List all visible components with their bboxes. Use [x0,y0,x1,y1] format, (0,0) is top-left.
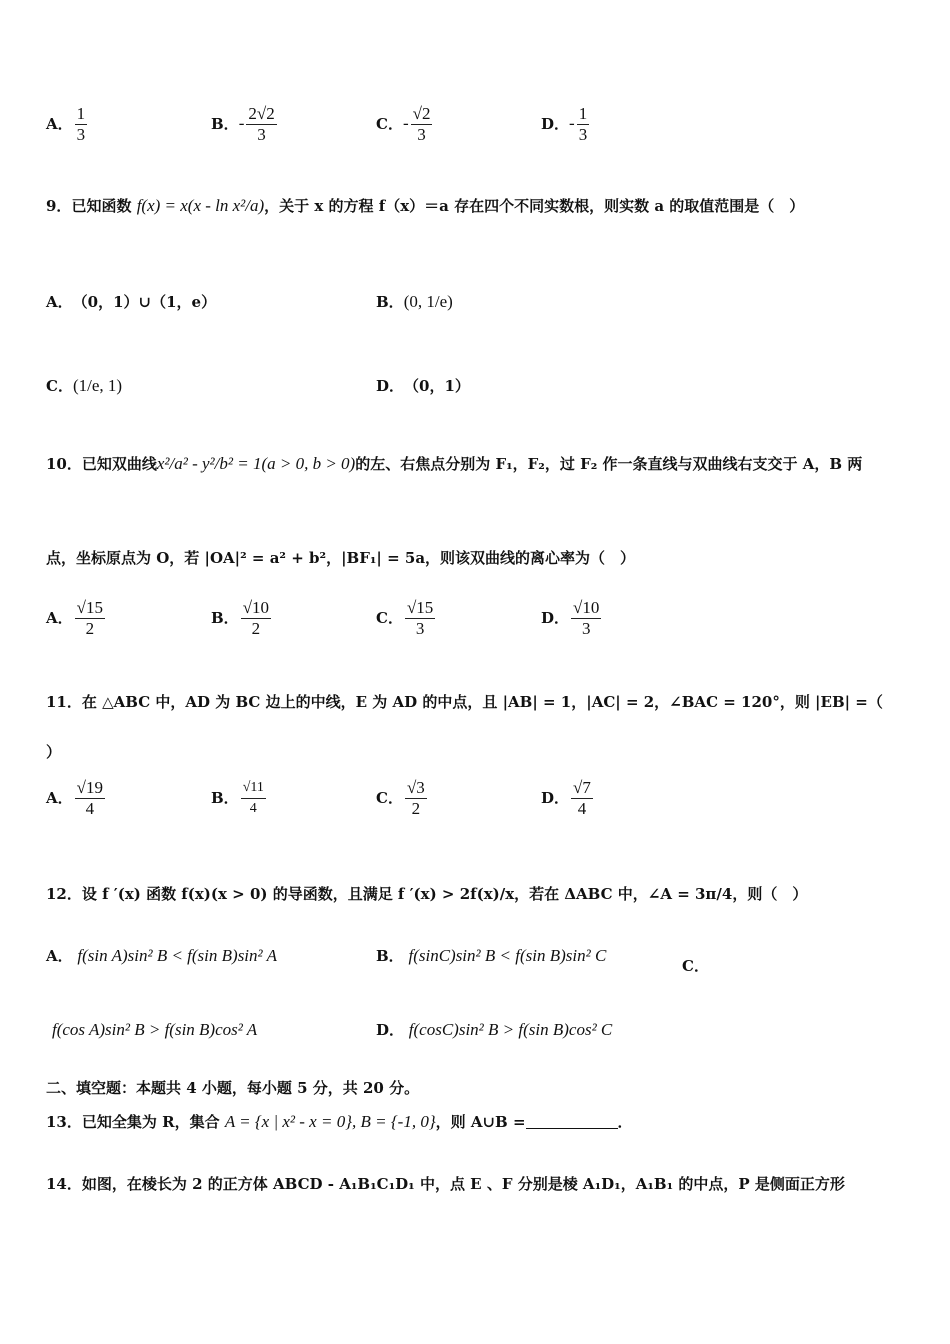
fraction: $\frac{1}{3}$ [76,104,86,144]
q9-option-d[interactable]: D．（0，1） [376,377,470,395]
fraction: $\frac{√19}{4}$ [76,778,103,818]
q8-options [0,104,950,156]
q13-sets: A = {x | x² - x = 0}, B = {-1, 0} [224,1112,436,1131]
q9-options-row-1 [0,280,950,324]
fraction: $\frac{√15}{3}$ [406,598,434,638]
q10-stem-line-2: 点，坐标原点为 O，若 |OA|² = a² + b²，|BF₁| = 5a，则该双曲线的离心率为（ ） [46,549,636,567]
q12-option-b[interactable]: B． f(sinC)sin² B < f(sin B)sin² C [376,946,607,965]
q10-option-d[interactable]: D． $\frac{√10}{3}$ [541,598,600,638]
q12-option-c-text[interactable]: f(cos A)sin² B > f(sin B)cos² A [52,1020,258,1039]
q9-options-row-2 [0,364,950,408]
q11-options [0,778,950,830]
q12-option-a[interactable]: A． f(sin A)sin² B < f(sin B)sin² A [46,946,277,965]
answer-blank[interactable] [526,1128,618,1129]
fraction: $\frac{√15}{2}$ [76,598,103,638]
q9-stem: 9．已知函数 f(x) = x(x - ln x²/a)，关于 x 的方程 f（x）＝a 存在四个不同实数根，则实数 a 的取值范围是（ ） [46,196,805,215]
q11-option-b[interactable]: B． $\frac{√11}{4}$ [211,778,268,819]
section-2-heading: 二、填空题：本题共 4 小题，每小题 5 分，共 20 分。 [46,1079,420,1097]
fraction: $\frac{√3}{2}$ [406,778,425,818]
q10-option-c[interactable]: C． $\frac{√15}{3}$ [376,598,434,638]
fraction: $\frac{1}{3}$ [578,104,588,144]
q11-option-d[interactable]: D． $\frac{√7}{4}$ [541,778,591,818]
fraction: $\frac{2√2}{3}$ [248,104,275,144]
q10-option-b[interactable]: B． $\frac{√10}{2}$ [211,598,270,638]
q13-stem: 13．已知全集为 R，集合 A = {x | x² - x = 0}, B = {-1, 0}，则 A∪B = ． [46,1112,633,1131]
q9-function: f(x) = x(x - ln x²/a) [136,196,265,215]
fraction: $\frac{√7}{4}$ [573,778,591,818]
q12-option-d[interactable]: D． f(cosC)sin² B > f(sin B)cos² C [376,1020,613,1039]
q12-stem: 12．设 f ′(x) 函数 f(x)(x > 0) 的导函数，且满足 f ′(x) > 2f(x)/x，若在 ΔABC 中，∠A = 3π/4，则（ ） [46,885,808,903]
q12-options-row-1 [0,946,950,976]
q11-option-a[interactable]: A． $\frac{√19}{4}$ [46,778,103,818]
q10-options [0,598,950,650]
q8-option-b[interactable]: B．- $\frac{2√2}{3}$ [211,104,275,144]
q11-stem-tail: ） [46,743,62,761]
fraction: $\frac{√11}{4}$ [242,780,264,816]
q12-option-c-label[interactable]: C． [682,957,709,975]
fraction: $\frac{√10}{3}$ [573,598,600,638]
q11-stem: 11．在 △ABC 中，AD 为 BC 边上的中线，E 为 AD 的中点，且 |AB| = 1，|AC| = 2，∠BAC = 120°，则 |EB| =（ [46,693,883,711]
q9-option-a[interactable]: A．（0，1）∪（1，e） [46,293,217,311]
q8-option-c[interactable]: C．- $\frac{√2}{3}$ [376,104,431,144]
q9-option-c[interactable]: C．(1/e, 1) [46,376,123,395]
q10-stem-line-1: 10．已知双曲线x²/a² - y²/b² = 1(a > 0, b > 0)的左、右焦点分别为 F₁，F₂，过 F₂ 作一条直线与双曲线右支交于 A，B 两 [46,454,863,473]
q11-option-c[interactable]: C． $\frac{√3}{2}$ [376,778,425,818]
q10-hyperbola: x²/a² - y²/b² = 1(a > 0, b > 0) [156,454,356,473]
q12-options-row-2 [0,1020,950,1050]
q10-option-a[interactable]: A． $\frac{√15}{2}$ [46,598,103,638]
q14-stem: 14．如图，在棱长为 2 的正方体 ABCD - A₁B₁C₁D₁ 中，点 E 、F 分别是棱 A₁D₁，A₁B₁ 的中点，P 是侧面正方形 [46,1175,845,1193]
fraction: $\frac{√10}{2}$ [242,598,270,638]
fraction: $\frac{√2}{3}$ [412,104,431,144]
q8-option-d[interactable]: D．- $\frac{1}{3}$ [541,104,588,144]
q9-option-b[interactable]: B．(0, 1/e) [376,292,453,311]
q8-option-a[interactable]: A． $\frac{1}{3}$ [46,104,86,144]
